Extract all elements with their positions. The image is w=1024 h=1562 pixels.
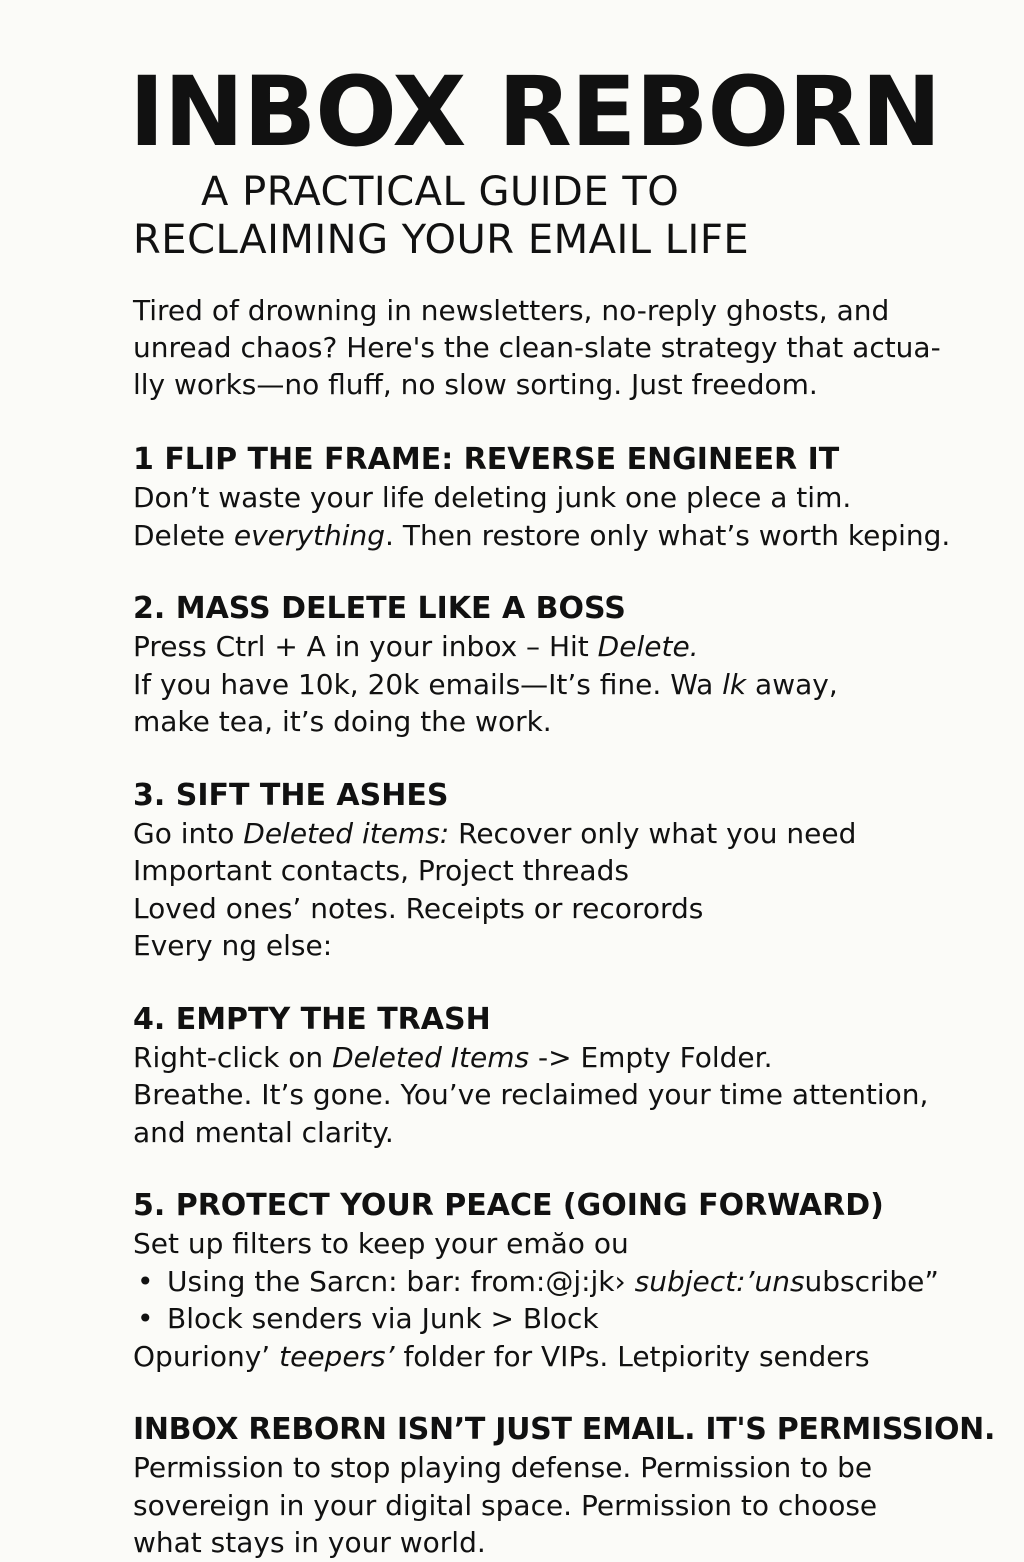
body-line: Right-click on Deleted Items -> Empty Folder. (133, 1040, 773, 1074)
intro-line: lly works—no fluff, no slow sorting. Just freedom. (133, 368, 818, 401)
section-flip-the-frame (133, 441, 983, 554)
section-heading: 1 FLIP THE FRAME: REVERSE ENGINEER IT (133, 442, 840, 477)
closing-line: Permission to stop playing defense. Permission to be (133, 1451, 873, 1484)
emphasis-text: Delete. (597, 630, 699, 663)
subtitle-line-1: A PRACTICAL GUIDE TO (201, 169, 680, 215)
section-sift-the-ashes (133, 777, 983, 965)
intro-paragraph (133, 292, 983, 403)
section-heading: 2. MASS DELETE LIKE A BOSS (133, 591, 626, 626)
bullet-item: • Block senders via Junk > Block (133, 1300, 983, 1338)
body-line: Go into Deleted items: Recover only what you need (133, 816, 857, 850)
section-mass-delete (133, 590, 983, 741)
section-empty-the-trash (133, 1001, 983, 1152)
body-line: If you have 10k, 20k emails—It’s fine. Wa lk away, (133, 667, 838, 701)
body-line: Set up filters to keep your emăo ou (133, 1227, 629, 1260)
closing-body (133, 1449, 983, 1562)
closing-line: sovereign in your digital space. Permission to choose (133, 1488, 878, 1522)
body-line: Don’t waste your life deleting junk one plece a tim. (133, 481, 852, 514)
body-line: Delete everything. Then restore only what’s worth keping. (133, 518, 951, 552)
emphasis-text: subject:’uns (634, 1264, 805, 1298)
closing-section (133, 1411, 996, 1562)
body-line: Press Ctrl + A in your inbox – Hit Delete. (133, 630, 699, 663)
body-line: make tea, it’s doing the work. (133, 705, 552, 738)
bullet-item: • Using the Sarcn: bar: from:@j:jk› subject:’unsubscribe” (133, 1263, 983, 1301)
emphasis-text: teepers’ (279, 1339, 395, 1373)
section-body (133, 815, 983, 965)
emphasis-text: everything (233, 518, 386, 552)
section-body (133, 1225, 983, 1375)
guide-page (129, 56, 996, 1562)
body-line: Loved ones’ notes. Receipts or recorords (133, 891, 704, 925)
closing-heading: INBOX REBORN ISN’T JUST EMAIL. IT'S PERMISSION. (133, 1412, 996, 1447)
subtitle-line-2: RECLAIMING YOUR EMAIL LIFE (133, 217, 750, 263)
body-line: Important contacts, Project threads (133, 854, 629, 887)
intro-line: unread chaos? Here's the clean-slate strategy that actua- (133, 331, 941, 364)
closing-line: what stays in your world. (133, 1526, 486, 1559)
section-protect-your-peace (133, 1187, 983, 1375)
section-heading: 3. SIFT THE ASHES (133, 777, 449, 813)
page-title: INBOX REBORN (129, 56, 941, 168)
bullet-dot-icon: • (137, 1302, 154, 1335)
body-line: and mental clarity. (133, 1115, 394, 1149)
section-heading: 5. PROTECT YOUR PEACE (GOING FORWARD) (133, 1188, 884, 1223)
body-line: Opuriony’ teepers’ folder for VIPs. Letpiority senders (133, 1339, 870, 1373)
section-body (133, 479, 983, 554)
emphasis-text: Deleted items: (243, 816, 450, 850)
page-subtitle (133, 168, 983, 264)
emphasis-text: lk (722, 667, 747, 701)
section-heading: 4. EMPTY THE TRASH (133, 1001, 491, 1037)
emphasis-text: Deleted Items (332, 1040, 530, 1074)
intro-line: Tired of drowning in newsletters, no-reply ghosts, and (133, 294, 890, 327)
section-body (133, 628, 983, 741)
bullet-dot-icon: • (137, 1264, 154, 1298)
section-body (133, 1039, 983, 1152)
body-line: Breathe. It’s gone. You’ve reclaimed your time attention, (133, 1078, 929, 1111)
body-line: Every ng else: (133, 929, 333, 962)
